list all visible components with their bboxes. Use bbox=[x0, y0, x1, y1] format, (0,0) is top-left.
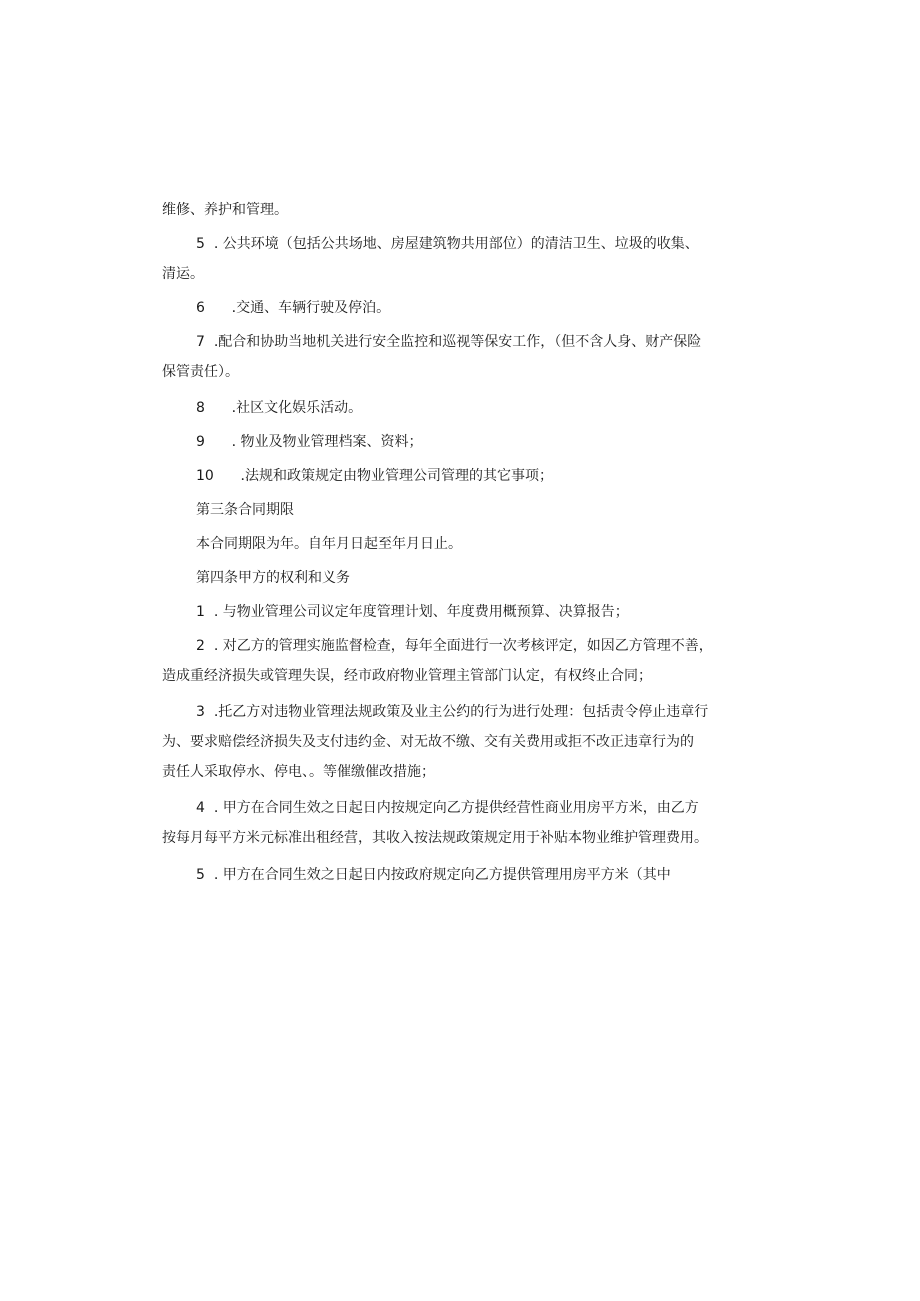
item-number: 5 bbox=[196, 236, 205, 252]
text-line: 按每月每平方米元标准出租经营，其收入按法规政策规定用于补贴本物业维护管理费用。 bbox=[162, 830, 708, 846]
paragraph-item-6-traffic bbox=[162, 293, 762, 323]
text-line bbox=[162, 860, 762, 890]
item-number: 7 bbox=[196, 334, 205, 350]
paragraph-contract-term bbox=[162, 529, 762, 559]
item-number: 8 bbox=[196, 400, 205, 416]
text-line bbox=[162, 597, 762, 627]
text-line bbox=[162, 631, 762, 661]
text-line bbox=[162, 427, 762, 457]
text-line: 维修、养护和管理。 bbox=[162, 202, 288, 218]
item-text: . 与物业管理公司议定年度管理计划、年度费用概预算、决算报告； bbox=[204, 604, 629, 620]
text-line bbox=[162, 793, 762, 823]
paragraph-party-a-item-3 bbox=[162, 697, 762, 787]
text-line bbox=[162, 461, 762, 491]
text-line bbox=[162, 697, 762, 727]
paragraph-party-a-item-1 bbox=[162, 597, 762, 627]
item-text: .托乙方对违物业管理法规政策及业主公约的行为进行处理：包括责令停止违章行 bbox=[204, 704, 709, 720]
item-text: . 公共环境（包括公共场地、房屋建筑物共用部位）的清洁卫生、垃圾的收集、 bbox=[204, 236, 699, 252]
text-line bbox=[162, 229, 762, 259]
item-number: 1 bbox=[196, 604, 205, 620]
item-text: . 对乙方的管理实施监督检查，每年全面进行一次考核评定，如因乙方管理不善， bbox=[204, 638, 713, 654]
item-text: .配合和协助当地机关进行安全监控和巡视等保安工作，（但不含人身、财产保险 bbox=[204, 334, 702, 350]
item-text: . 物业及物业管理档案、资料； bbox=[204, 434, 423, 450]
paragraph-continuation bbox=[162, 195, 762, 225]
text-line: 责任人采取停水、停电、。等催缴催改措施； bbox=[162, 764, 435, 780]
text-line: 为、要求赔偿经济损失及支付违约金、对无故不缴、交有关费用或拒不改正违章行为的 bbox=[162, 734, 694, 750]
text-line: 本合同期限为年。自年月日起至年月日止。 bbox=[196, 536, 462, 552]
heading-text: 第三条合同期限 bbox=[196, 502, 294, 518]
section-heading-article-4 bbox=[162, 563, 762, 593]
item-number: 6 bbox=[196, 300, 205, 316]
item-text: . 甲方在合同生效之日起日内按政府规定向乙方提供管理用房平方米（其中 bbox=[204, 867, 671, 883]
item-number: 2 bbox=[196, 638, 205, 654]
paragraph-party-a-item-5 bbox=[162, 860, 762, 890]
item-number: 9 bbox=[196, 434, 205, 450]
text-line: 造成重经济损失或管理失误，经市政府物业管理主管部门认定，有权终止合同； bbox=[162, 668, 652, 684]
text-line bbox=[162, 327, 762, 357]
section-heading-article-3 bbox=[162, 495, 762, 525]
paragraph-item-8-community bbox=[162, 393, 762, 423]
text-line bbox=[162, 293, 762, 323]
item-number: 5 bbox=[196, 867, 205, 883]
paragraph-party-a-item-2 bbox=[162, 631, 762, 691]
paragraph-item-7-security bbox=[162, 327, 762, 387]
item-text: .交通、车辆行驶及停泊。 bbox=[204, 300, 391, 316]
paragraph-item-5-public-environment bbox=[162, 229, 762, 289]
paragraph-item-9-archives bbox=[162, 427, 762, 457]
item-text: .社区文化娱乐活动。 bbox=[204, 400, 363, 416]
item-number: 3 bbox=[196, 704, 205, 720]
paragraph-party-a-item-4 bbox=[162, 793, 762, 853]
item-number: 10 bbox=[196, 468, 214, 484]
item-text: . 甲方在合同生效之日起日内按规定向乙方提供经营性商业用房平方米，由乙方 bbox=[204, 800, 699, 816]
text-line: 保管责任）。 bbox=[162, 364, 239, 380]
heading-text: 第四条甲方的权利和义务 bbox=[196, 570, 350, 586]
item-number: 4 bbox=[196, 800, 205, 816]
paragraph-item-10-other bbox=[162, 461, 762, 491]
text-line: 清运。 bbox=[162, 266, 204, 282]
item-text: .法规和政策规定由物业管理公司管理的其它事项； bbox=[213, 468, 553, 484]
text-line bbox=[162, 393, 762, 423]
